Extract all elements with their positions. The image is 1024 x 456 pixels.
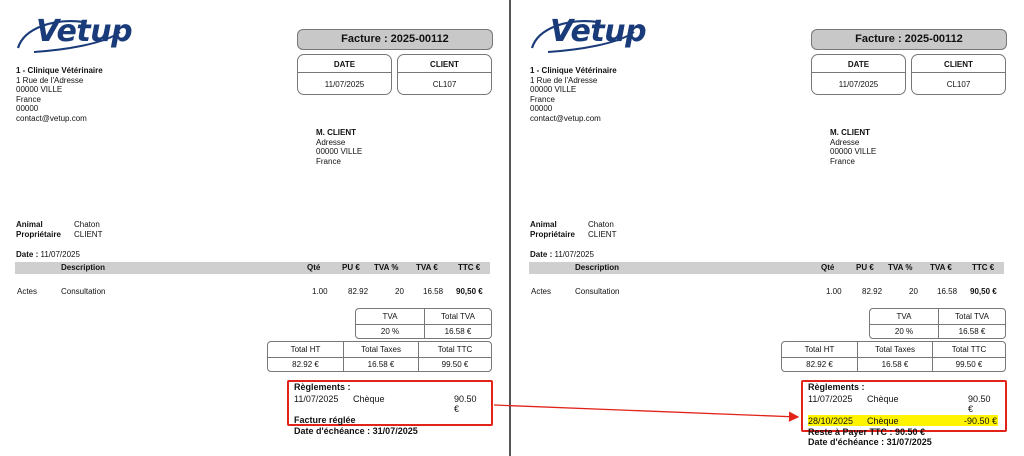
clinic-name: 1 - Clinique Vétérinaire [530,66,617,75]
owner-label: Propriétaire [16,230,61,239]
total-taxes-header: Total Taxes [875,345,915,354]
tva-value: 20 % [380,327,400,336]
header-tva-pct: TVA % [888,263,913,272]
row-ttc: 90,50 € [456,287,483,296]
date-line-label: Date : [16,250,39,259]
owner-label: Propriétaire [530,230,575,239]
payment-method: Chèque [867,394,899,404]
row-ttc: 90,50 € [970,287,997,296]
remaining-due: Reste à Payer TTC : 90.50 € [808,427,926,437]
header-qty: Qté [307,263,321,272]
recipient-country: France [316,156,341,166]
clinic-city: 00000 VILLE [530,85,577,94]
date-label: DATE [812,55,905,73]
total-ttc-header: Total TTC [951,345,987,354]
recipient-city: 00000 VILLE [830,147,877,156]
clinic-zip: 00000 [530,104,553,113]
clinic-zip: 00000 [16,104,39,113]
recipient-street: Adresse [830,137,860,147]
recipient-street: Adresse [316,137,346,147]
recipient-country: France [830,156,855,166]
clinic-street: 1 Rue de l'Adresse [16,75,84,85]
row-tva-pct: 20 [395,287,404,296]
tva-header: TVA [896,312,912,321]
date-line-value: 11/07/2025 [40,250,80,259]
header-description: Description [575,263,620,272]
tva-value: 20 % [894,327,914,336]
recipient-name: M. CLIENT [316,128,356,137]
date-line-label: Date : [530,250,553,259]
payment-amount: 90.50 € [968,394,991,414]
clinic-city: 00000 VILLE [16,85,63,94]
total-taxes-header: Total Taxes [361,345,401,354]
clinic-country: France [530,94,555,104]
recipient-name: M. CLIENT [830,128,870,137]
recipient-city: 00000 VILLE [316,147,363,156]
client-label: CLIENT [398,55,491,73]
total-ttc-header: Total TTC [437,345,473,354]
refund-method: Chèque [867,416,899,426]
total-ht-value: 82.92 € [806,360,833,369]
owner-value: CLIENT [74,230,103,239]
due-date: Date d'échéance : 31/07/2025 [294,426,418,436]
row-pu: 82.92 [862,287,883,296]
clinic-name: 1 - Clinique Vétérinaire [16,66,103,75]
header-description: Description [61,263,106,272]
total-tva-header: Total TVA [955,312,989,321]
date-value: 11/07/2025 [838,80,879,89]
header-tva-eur: TVA € [416,263,438,272]
refund-amount: -90.50 € [964,416,998,426]
total-tva-value: 16.58 € [958,327,986,336]
row-description: Consultation [61,287,106,296]
row-qty: 1.00 [826,287,842,296]
tva-header: TVA [382,312,398,321]
total-ttc-value: 99.50 € [441,360,469,369]
row-qty: 1.00 [312,287,328,296]
header-pu: PU € [342,263,360,272]
owner-value: CLIENT [588,230,617,239]
logo-text: Vetup [36,14,133,49]
invoice-status: Facture réglée [294,415,356,425]
header-tva-eur: TVA € [930,263,952,272]
invoice-title: Facture : 2025-00112 [297,29,493,50]
payment-date: 11/07/2025 [294,394,339,404]
row-tva-eur: 16.58 [423,287,444,296]
row-tva-eur: 16.58 [937,287,958,296]
client-value: CL107 [432,80,457,89]
clinic-email: contact@vetup.com [16,113,87,123]
due-date: Date d'échéance : 31/07/2025 [808,437,932,447]
animal-value: Chaton [588,220,614,229]
animal-value: Chaton [74,220,100,229]
animal-label: Animal [530,220,557,229]
total-ht-header: Total HT [804,345,835,354]
logo-text: Vetup [550,14,647,49]
date-line-value: 11/07/2025 [554,250,594,259]
header-ttc: TTC € [972,263,995,272]
date-value: 11/07/2025 [324,80,365,89]
header-qty: Qté [821,263,835,272]
payments-title: Règlements : [808,382,865,392]
total-tva-value: 16.58 € [444,327,472,336]
total-taxes-value: 16.58 € [881,360,909,369]
client-value: CL107 [946,80,971,89]
payment-method: Chèque [353,394,385,404]
row-category: Actes [531,287,552,296]
clinic-email: contact@vetup.com [530,113,601,123]
clinic-country: France [16,94,41,104]
invoice-title: Facture : 2025-00112 [811,29,1007,50]
total-ht-value: 82.92 € [292,360,319,369]
total-tva-header: Total TVA [441,312,475,321]
total-ht-header: Total HT [290,345,321,354]
refund-date: 28/10/2025 [808,416,854,426]
clinic-street: 1 Rue de l'Adresse [530,75,598,85]
row-description: Consultation [575,287,620,296]
row-tva-pct: 20 [909,287,918,296]
client-label: CLIENT [912,55,1005,73]
row-category: Actes [17,287,38,296]
date-label: DATE [298,55,391,73]
payment-amount: 90.50 € [454,394,477,414]
row-pu: 82.92 [348,287,369,296]
payments-title: Règlements : [294,382,351,392]
header-pu: PU € [856,263,874,272]
total-ttc-value: 99.50 € [955,360,983,369]
header-tva-pct: TVA % [374,263,399,272]
header-ttc: TTC € [458,263,481,272]
animal-label: Animal [16,220,43,229]
total-taxes-value: 16.58 € [367,360,395,369]
payment-date: 11/07/2025 [808,394,853,404]
